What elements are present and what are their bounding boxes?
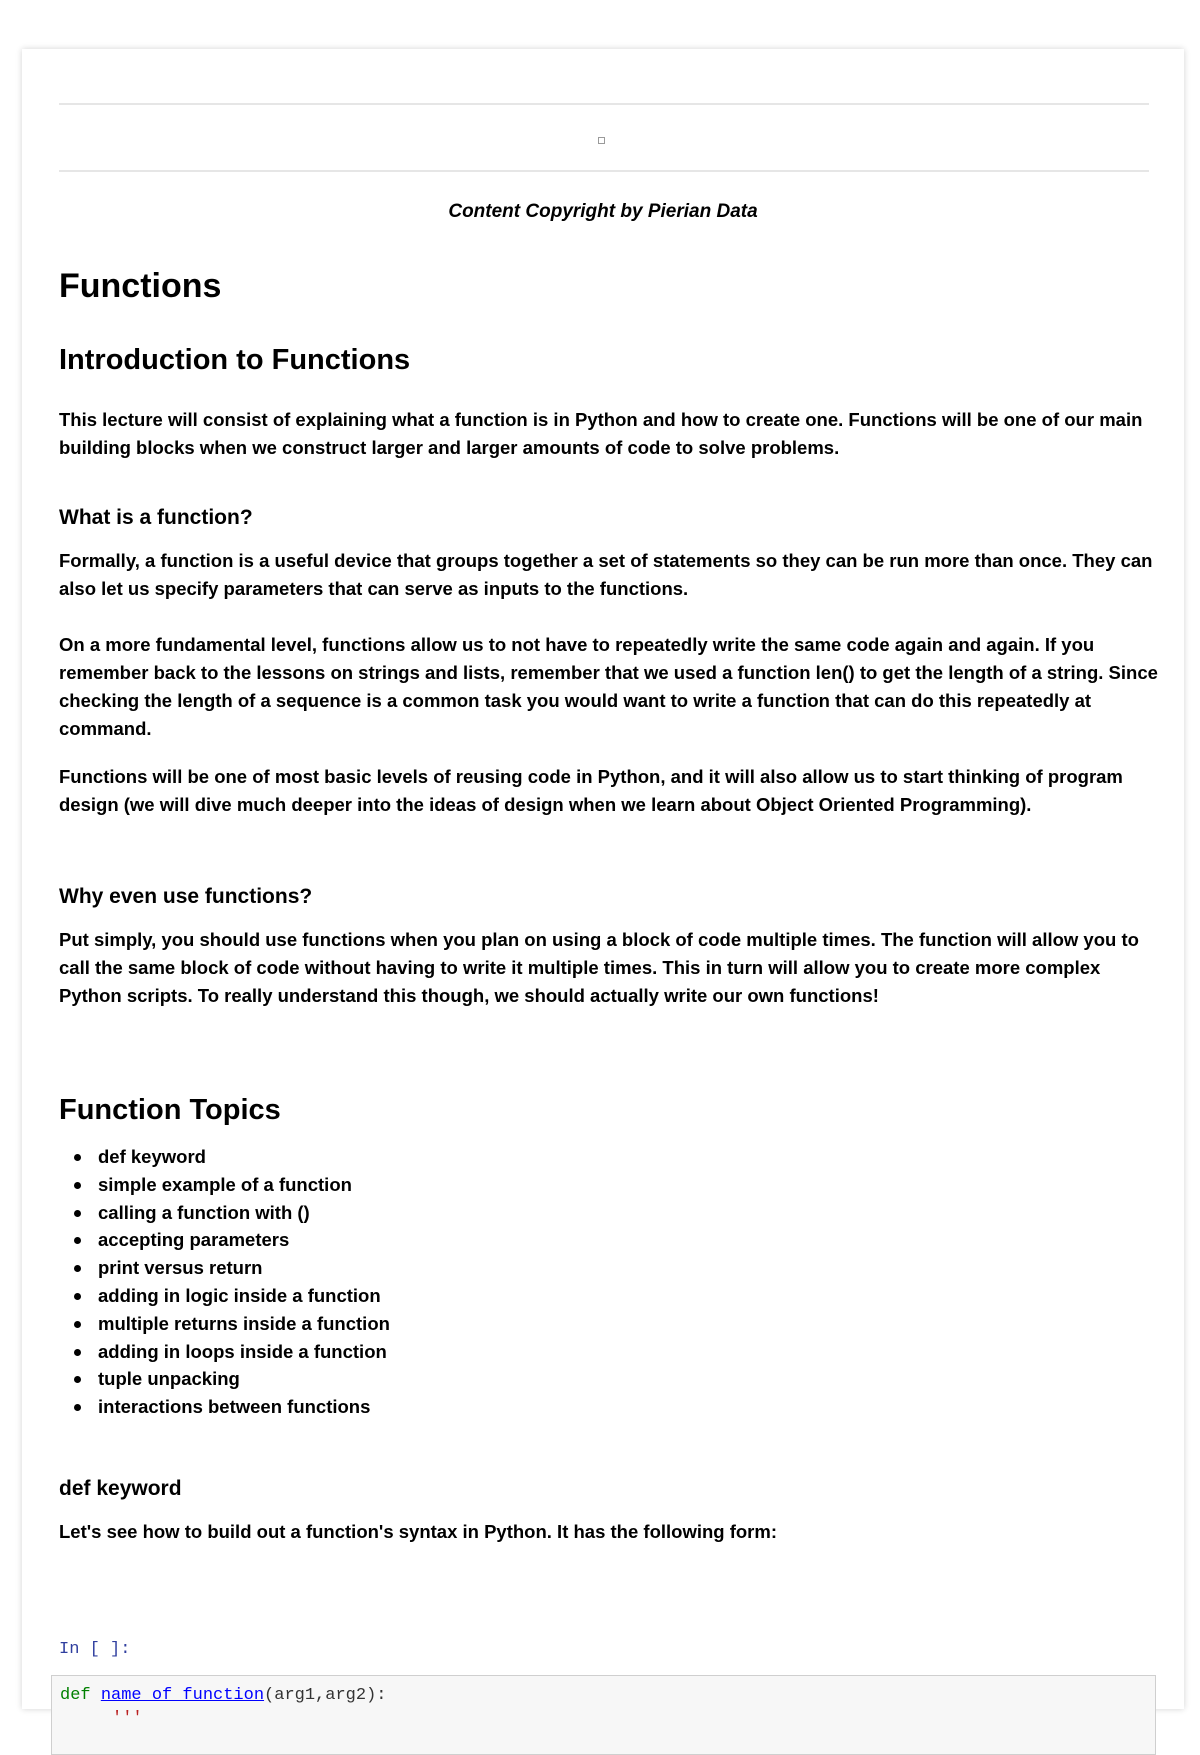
intro-heading: Introduction to Functions — [59, 344, 411, 376]
header-bottom-divider — [59, 170, 1149, 172]
list-item: print versus return — [59, 1254, 390, 1282]
bullet-icon — [74, 1321, 81, 1328]
code-line — [60, 1686, 386, 1705]
bullet-icon — [74, 1154, 81, 1161]
intro-paragraph: This lecture will consist of explaining what a function is in Python and how to create one. Functions will be one of our main building blocks when we construct larger and larger amounts of code to solve problems. — [59, 409, 1143, 458]
why-use-paragraph: Put simply, you should use functions when you plan on using a block of code multiple times. The function will allow you to call the same block of code without having to write it multiple times. This in turn will allow you to create more complex Python scripts. To really understand this though, we should actually write our own functions! — [59, 929, 1139, 1006]
header-top-divider — [59, 103, 1149, 105]
notebook-page — [22, 49, 1184, 1728]
topics-list — [59, 1143, 390, 1421]
list-item: accepting parameters — [59, 1226, 390, 1254]
code-args: (arg1,arg2): — [264, 1686, 387, 1705]
def-keyword-heading: def keyword — [59, 1477, 182, 1500]
copyright-text: Content Copyright by Pierian Data — [448, 201, 758, 222]
code-function-name: name_of_function — [100, 1686, 265, 1705]
cell-prompt: In [ ]: — [59, 1640, 131, 1659]
what-is-paragraph-1: Formally, a function is a useful device that groups together a set of statements so they can be run more than once. They can also let us specify parameters that can serve as inputs to the functions. — [59, 550, 1153, 599]
page-title: Functions — [59, 267, 222, 305]
code-cell[interactable] — [51, 1675, 1156, 1755]
bullet-icon — [74, 1182, 81, 1189]
bullet-icon — [74, 1376, 81, 1383]
bullet-icon — [74, 1237, 81, 1244]
bullet-icon — [74, 1293, 81, 1300]
code-keyword: def — [60, 1686, 91, 1705]
list-item: interactions between functions — [59, 1393, 390, 1421]
what-is-paragraph-2: On a more fundamental level, functions allow us to not have to repeatedly write the same code again and again. If you remember back to the lessons on strings and lists, remember that we used a function len() to get the length of a string. Since checking the length of a sequence is a common task you would want to write a function that can do this repeatedly at command. — [59, 634, 1158, 739]
bullet-icon — [74, 1349, 81, 1356]
list-item: calling a function with () — [59, 1199, 390, 1227]
list-item: def keyword — [59, 1143, 390, 1171]
what-is-paragraph-3: Functions will be one of most basic levels of reusing code in Python, and it will also allow us to start thinking of program design (we will dive much deeper into the ideas of design when we learn about Object Oriented Programming). — [59, 766, 1123, 815]
list-item: multiple returns inside a function — [59, 1310, 390, 1338]
list-item: adding in loops inside a function — [59, 1338, 390, 1366]
def-keyword-paragraph: Let's see how to build out a function's syntax in Python. It has the following form: — [59, 1521, 777, 1542]
what-is-heading: What is a function? — [59, 506, 253, 529]
code-docstring: ''' — [112, 1709, 143, 1728]
topics-heading: Function Topics — [59, 1094, 281, 1126]
why-use-heading: Why even use functions? — [59, 885, 313, 908]
bullet-icon — [74, 1210, 81, 1217]
logo-placeholder-icon — [598, 137, 605, 144]
bullet-icon — [74, 1404, 81, 1411]
list-item: tuple unpacking — [59, 1365, 390, 1393]
list-item: simple example of a function — [59, 1171, 390, 1199]
list-item: adding in logic inside a function — [59, 1282, 390, 1310]
bullet-icon — [74, 1265, 81, 1272]
